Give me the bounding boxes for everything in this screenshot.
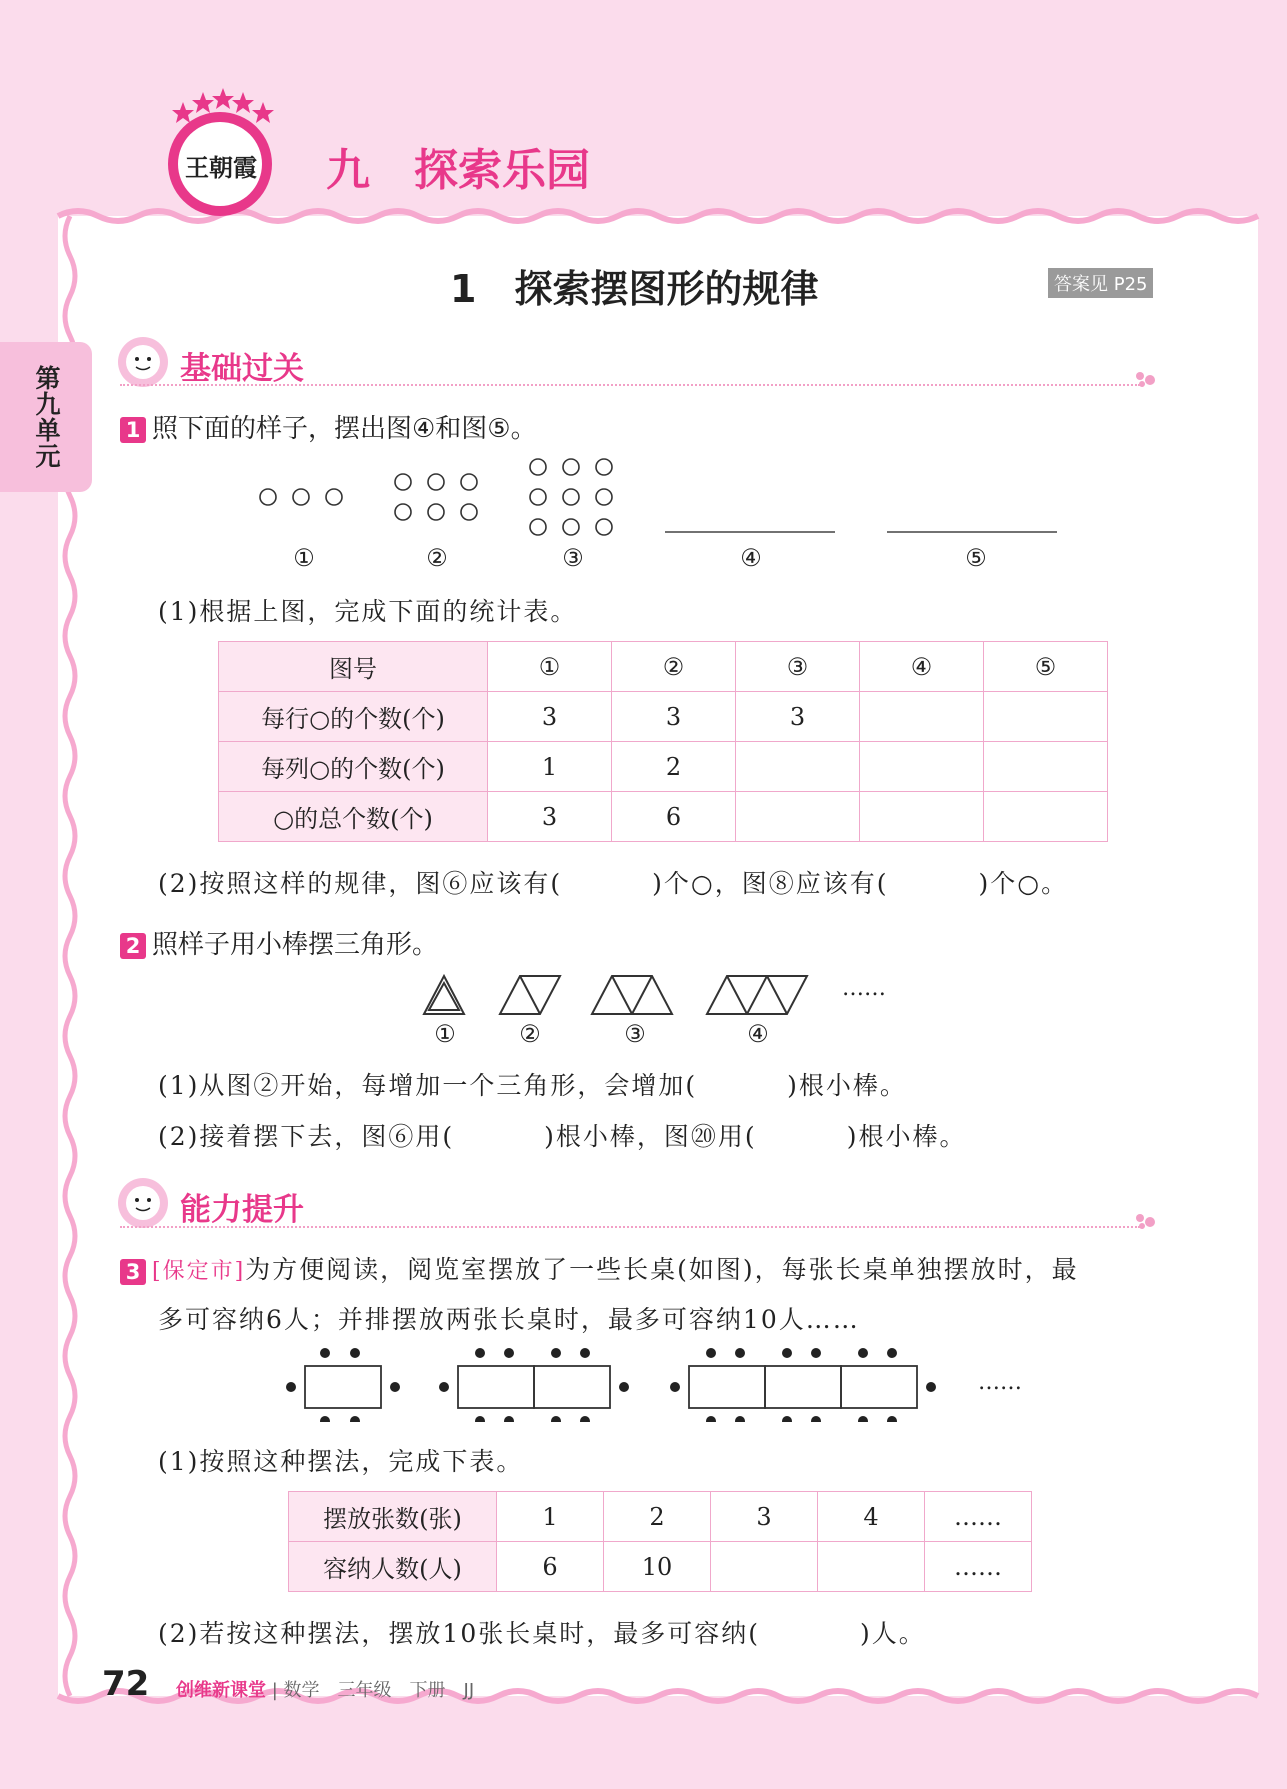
table-cell: 4: [818, 1492, 925, 1542]
figure-label: ③: [624, 1020, 646, 1048]
question-2: [120, 924, 438, 961]
figure-label: ②: [426, 544, 448, 572]
q1-sub2-part: (2)按照这样的规律，图⑥应该有(: [158, 869, 563, 898]
row-label: 容纳人数(人): [289, 1542, 497, 1592]
table-cell: 1: [488, 742, 612, 792]
answer-cell[interactable]: [736, 742, 860, 792]
q2-sub2-part: )根小棒，图⑳用(: [544, 1122, 757, 1151]
section-advanced-title: 能力提升: [180, 1192, 304, 1228]
figure-label: ②: [519, 1020, 541, 1048]
question-3-text-line1: 为方便阅读，阅览室摆放了一些长桌(如图)，每张长桌单独摆放时，最: [245, 1255, 1079, 1284]
table-cell: 3: [736, 692, 860, 742]
table-cell: 2: [604, 1492, 711, 1542]
answer-cell[interactable]: [736, 792, 860, 842]
table-cell: 1: [497, 1492, 604, 1542]
question-3: [120, 1250, 1079, 1286]
figure-label: ⑤: [965, 544, 987, 572]
figure-label: ①: [434, 1020, 456, 1048]
q2-ellipsis: ……: [842, 976, 886, 1001]
row-label: ○的总个数(个): [219, 792, 488, 842]
q2-sub2-part: )根小棒。: [846, 1122, 967, 1151]
row-label: 每行○的个数(个): [219, 692, 488, 742]
question-source-tag: [保定市]: [152, 1259, 246, 1284]
answer-cell[interactable]: [860, 692, 984, 742]
table-cell: ③: [736, 642, 860, 692]
table-cell: ④: [860, 642, 984, 692]
question-3-text-line2: 多可容纳6人；并排摆放两张长桌时，最多可容纳10人……: [158, 1305, 860, 1334]
q1-sub2-part: )个○，图⑧应该有(: [652, 869, 889, 898]
divider-dots-icon: [1134, 1210, 1160, 1230]
question-number: 3: [120, 1259, 146, 1285]
logo-text: 王朝霞: [185, 153, 257, 182]
question-number: 2: [120, 933, 146, 959]
section-mascot-icon: [116, 335, 170, 389]
q1-sub2-part: )个○。: [978, 869, 1069, 898]
lesson-title: 1 探索摆图形的规律: [450, 267, 819, 311]
answer-cell[interactable]: [984, 742, 1108, 792]
q3-sub1: (1)按照这种摆法，完成下表。: [158, 1447, 524, 1476]
q3-table-arrangement-figure: [283, 1344, 943, 1422]
table-cell: 10: [604, 1542, 711, 1592]
section-basic-title: 基础过关: [180, 351, 304, 387]
section-divider: [120, 384, 1140, 386]
q2-sub1: [158, 1066, 907, 1102]
section-divider: [120, 1226, 1140, 1228]
question-number: 1: [120, 417, 146, 443]
table-row: [289, 1492, 1032, 1542]
figure-label: ①: [293, 544, 315, 572]
table-cell: 3: [711, 1492, 818, 1542]
q3-sub2: [158, 1614, 926, 1650]
table-row: [219, 692, 1108, 742]
table-cell: 3: [612, 692, 736, 742]
page-number: 72: [102, 1664, 150, 1704]
q2-triangle-figures: [420, 972, 820, 1018]
table-header-row: [219, 642, 1108, 692]
q1-sub2: [158, 864, 1068, 900]
row-label: 摆放张数(张): [289, 1492, 497, 1542]
table-cell: 3: [488, 692, 612, 742]
question-1: [120, 408, 537, 445]
table-cell: ……: [925, 1542, 1032, 1592]
table-cell: 6: [612, 792, 736, 842]
q1-stats-table: [218, 641, 1108, 842]
answer-cell[interactable]: [818, 1542, 925, 1592]
answer-cell[interactable]: [984, 792, 1108, 842]
divider-dots-icon: [1134, 368, 1160, 388]
q1-sub1: (1)根据上图，完成下面的统计表。: [158, 597, 578, 626]
answer-cell[interactable]: [860, 792, 984, 842]
q3-sub2-part: (2)若按这种摆法，摆放10张长桌时，最多可容纳(: [158, 1619, 760, 1648]
figure-label: ④: [740, 544, 762, 572]
answer-cell[interactable]: [711, 1542, 818, 1592]
table-cell: ……: [925, 1492, 1032, 1542]
table-cell: 6: [497, 1542, 604, 1592]
q3-capacity-table: [288, 1491, 1032, 1592]
figure-label: ③: [562, 544, 584, 572]
table-row: [289, 1542, 1032, 1592]
table-cell: 图号: [219, 642, 488, 692]
row-label: 每列○的个数(个): [219, 742, 488, 792]
table-cell: ⑤: [984, 642, 1108, 692]
figure-label: ④: [747, 1020, 769, 1048]
footer-book-info: 数学 三年级 下册 JJ: [283, 1680, 475, 1701]
section-mascot-icon: [116, 1176, 170, 1230]
table-row: [219, 792, 1108, 842]
unit-title: 九 探索乐园: [326, 145, 590, 196]
answer-cell[interactable]: [860, 742, 984, 792]
table-cell: 2: [612, 742, 736, 792]
answer-reference: 答案见 P25: [1048, 268, 1153, 298]
q2-sub1-part: )根小棒。: [787, 1071, 907, 1100]
footer-brand: 创维新课堂: [176, 1680, 266, 1701]
footer-info: 创维新课堂 | 数学 三年级 下册 JJ: [176, 1680, 475, 1701]
table-row: [219, 742, 1108, 792]
q3-sub2-part: )人。: [859, 1619, 926, 1648]
answer-cell[interactable]: [984, 692, 1108, 742]
table-cell: ②: [612, 642, 736, 692]
unit-side-tab: [0, 342, 92, 492]
q1-circle-figures: [250, 452, 1070, 538]
q2-sub2: [158, 1117, 966, 1153]
q3-ellipsis: ……: [978, 1370, 1022, 1395]
unit-side-tab-label: 第九单元: [32, 365, 61, 469]
table-cell: ①: [488, 642, 612, 692]
q2-sub2-part: (2)接着摆下去，图⑥用(: [158, 1122, 455, 1151]
question-2-text: 照样子用小棒摆三角形。: [152, 930, 439, 960]
table-cell: 3: [488, 792, 612, 842]
question-1-text: 照下面的样子，摆出图④和图⑤。: [152, 414, 537, 444]
q2-sub1-part: (1)从图②开始，每增加一个三角形，会增加(: [158, 1071, 698, 1100]
